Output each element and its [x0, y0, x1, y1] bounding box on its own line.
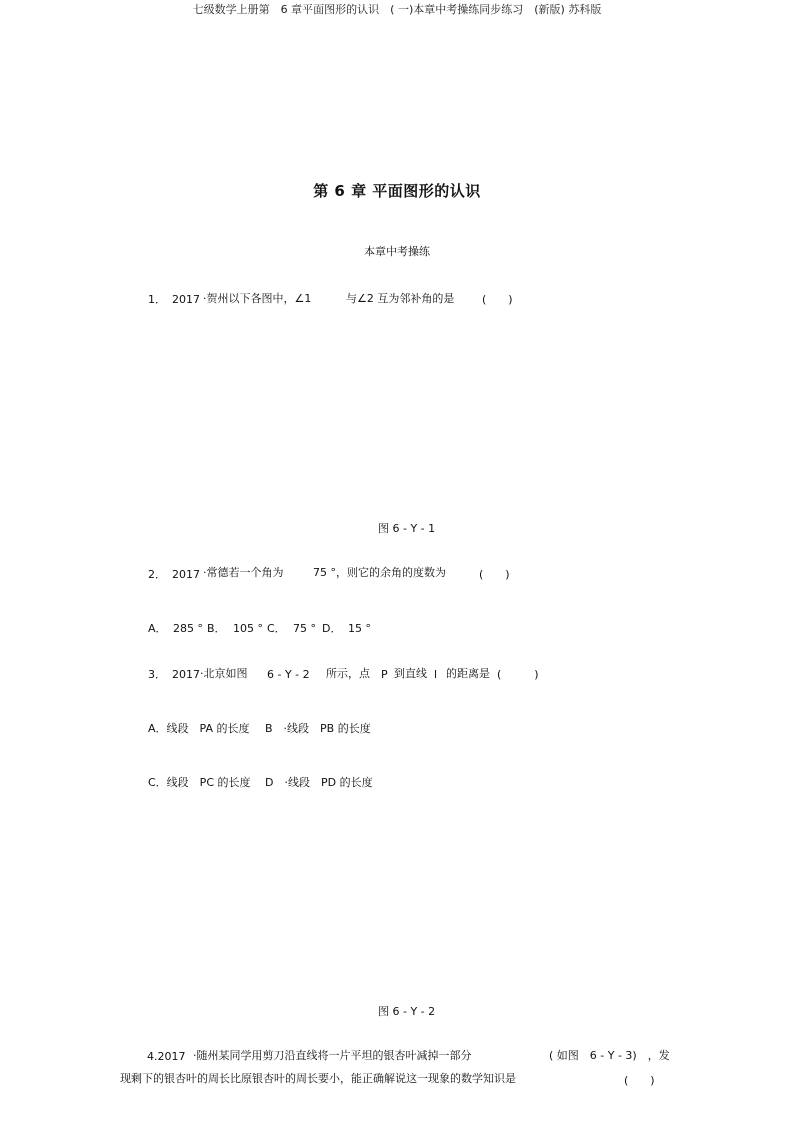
question-year: 2017: [172, 293, 200, 306]
option-a-label: A．: [148, 622, 167, 635]
figure-caption-2: 图 6 - Y - 2: [378, 1005, 436, 1018]
question-text: 到直线: [394, 667, 427, 680]
question-text: 所示，点: [326, 667, 370, 680]
question-text: ·贺州以下各图中，∠1: [203, 292, 312, 305]
question-text: 与∠2 互为邻补角的是: [346, 292, 455, 305]
figure-reference: ( 如图 6 - Y - 3) ，发: [549, 1049, 670, 1062]
figure-reference: 6 - Y - 2: [267, 668, 310, 681]
answer-blank: ( ): [624, 1074, 655, 1087]
answer-blank: ( ): [479, 568, 510, 581]
question-number: 3．: [148, 668, 166, 681]
question-text: 的距离是: [446, 667, 490, 680]
option-b: B ·线段 PB 的长度: [265, 722, 371, 735]
option-d-value: 15 °: [348, 622, 371, 635]
chapter-title: 第 6 章 平面图形的认识: [313, 182, 481, 200]
option-a: A．线段 PA 的长度: [148, 722, 250, 735]
point-label: P: [381, 668, 388, 681]
question-text-line-2: 现剩下的银杏叶的周长比原银杏叶的周长要小，能正确解说这一现象的数学知识是: [120, 1072, 516, 1085]
figure-caption-1: 图 6 - Y - 1: [378, 522, 436, 535]
question-text: ·随州某同学用剪刀沿直线将一片平坦的银杏叶减掉一部分: [193, 1049, 472, 1062]
option-c-label: C．: [267, 622, 286, 635]
answer-blank: ( ): [482, 293, 513, 306]
question-text: ·北京如图: [200, 667, 248, 680]
question-number: 2．: [148, 568, 166, 581]
document-header: 七级数学上册第 6 章平面图形的认识 ( 一)本章中考操练同步练习 (新版) 苏科版: [192, 3, 602, 16]
question-year: 2017: [172, 568, 200, 581]
question-number: 1．: [148, 293, 166, 306]
option-d: D ·线段 PD 的长度: [265, 776, 373, 789]
question-number: 4.2017: [147, 1050, 186, 1063]
answer-blank: ( ): [497, 668, 539, 681]
option-d-label: D．: [322, 622, 342, 635]
line-label: l: [434, 668, 438, 681]
option-b-value: 105 °: [233, 622, 263, 635]
option-c: C．线段 PC 的长度: [148, 776, 251, 789]
section-subtitle: 本章中考操练: [364, 245, 430, 258]
question-text: ·常德若一个角为: [203, 566, 284, 579]
question-text: 75 °，则它的余角的度数为: [313, 566, 446, 579]
option-b-label: B．: [207, 622, 226, 635]
option-c-value: 75 °: [293, 622, 316, 635]
question-year: 2017: [172, 668, 200, 681]
option-a-value: 285 °: [173, 622, 203, 635]
